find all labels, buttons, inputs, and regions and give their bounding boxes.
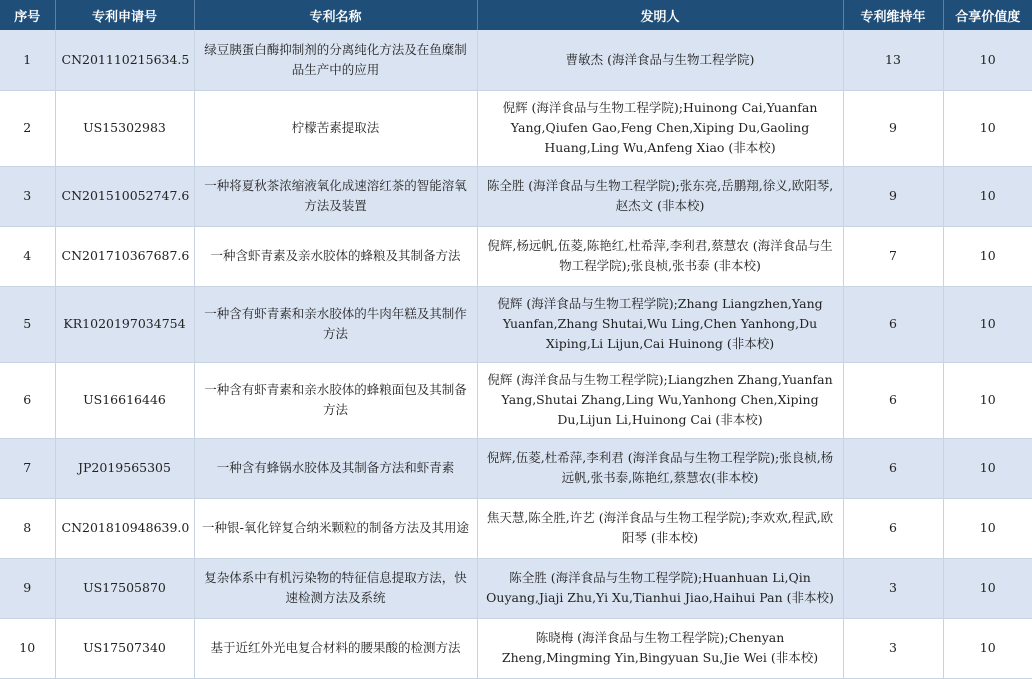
table-row [0, 90, 1032, 166]
application-number: CN201810948639.0 [55, 498, 194, 558]
maintenance-years: 6 [843, 438, 943, 498]
patent-name: 一种含有虾青素和亲水胶体的蜂粮面包及其制备方法 [194, 362, 477, 438]
patent-name: 一种含有蜂锅水胶体及其制备方法和虾青素 [194, 438, 477, 498]
application-number: US17505870 [55, 558, 194, 618]
patent-name: 一种含有虾青素和亲水胶体的牛肉年糕及其制作方法 [194, 286, 477, 362]
maintenance-years: 3 [843, 558, 943, 618]
maintenance-years: 9 [843, 166, 943, 226]
value-score: 10 [943, 618, 1032, 678]
maintenance-years: 13 [843, 30, 943, 90]
maintenance-years: 6 [843, 498, 943, 558]
application-number: KR1020197034754 [55, 286, 194, 362]
value-score: 10 [943, 286, 1032, 362]
patent-name: 一种含虾青素及亲水胶体的蜂粮及其制备方法 [194, 226, 477, 286]
inventors: 倪辉 (海洋食品与生物工程学院);Huinong Cai,Yuanfan Yang,Qiufen Gao,Feng Chen,Xiping Du,Gaoling Huang,Ling Wu,Anfeng Xiao (非本校) [477, 90, 843, 166]
value-score: 10 [943, 90, 1032, 166]
patent-name: 一种将夏秋茶浓缩液氧化成速溶红茶的智能溶氧方法及装置 [194, 166, 477, 226]
application-number: US17507340 [55, 618, 194, 678]
patent-name: 一种银-氧化锌复合纳米颗粒的制备方法及其用途 [194, 498, 477, 558]
row-number: 5 [0, 286, 55, 362]
application-number: CN201710367687.6 [55, 226, 194, 286]
column-header: 序号 [0, 0, 55, 30]
table-row [0, 30, 1032, 90]
row-number: 2 [0, 90, 55, 166]
column-header: 专利申请号 [55, 0, 194, 30]
value-score: 10 [943, 166, 1032, 226]
inventors: 倪辉 (海洋食品与生物工程学院);Liangzhen Zhang,Yuanfan Yang,Shutai Zhang,Ling Wu,Yanhong Chen,Xiping Du,Lijun Li,Huinong Cai (非本校) [477, 362, 843, 438]
table-row [0, 438, 1032, 498]
table-row [0, 286, 1032, 362]
table-row [0, 362, 1032, 438]
value-score: 10 [943, 362, 1032, 438]
patent-name: 复杂体系中有机污染物的特征信息提取方法，快速检测方法及系统 [194, 558, 477, 618]
application-number: CN201510052747.6 [55, 166, 194, 226]
application-number: JP2019565305 [55, 438, 194, 498]
inventors: 倪辉 (海洋食品与生物工程学院);Zhang Liangzhen,Yang Yuanfan,Zhang Shutai,Wu Ling,Chen Yanhong,Du Xiping,Li Lijun,Cai Huinong (非本校) [477, 286, 843, 362]
inventors: 陈晓梅 (海洋食品与生物工程学院);Chenyan Zheng,Mingming Yin,Bingyuan Su,Jie Wei (非本校) [477, 618, 843, 678]
inventors: 倪辉,伍菱,杜希萍,李利君 (海洋食品与生物工程学院);张良桢,杨远帆,张书泰,陈艳红,蔡慧农(非本校) [477, 438, 843, 498]
value-score: 10 [943, 226, 1032, 286]
table-row [0, 558, 1032, 618]
application-number: US15302983 [55, 90, 194, 166]
maintenance-years: 6 [843, 362, 943, 438]
row-number: 8 [0, 498, 55, 558]
column-header: 专利名称 [194, 0, 477, 30]
patent-name: 基于近红外光电复合材料的腰果酸的检测方法 [194, 618, 477, 678]
application-number: US16616446 [55, 362, 194, 438]
table-row [0, 226, 1032, 286]
maintenance-years: 7 [843, 226, 943, 286]
header-row [0, 0, 1032, 30]
maintenance-years: 3 [843, 618, 943, 678]
inventors: 陈全胜 (海洋食品与生物工程学院);Huanhuan Li,Qin Ouyang,Jiaji Zhu,Yi Xu,Tianhui Jiao,Haihui Pan (非本校) [477, 558, 843, 618]
inventors: 曹敏杰 (海洋食品与生物工程学院) [477, 30, 843, 90]
row-number: 7 [0, 438, 55, 498]
inventors: 倪辉,杨远帆,伍菱,陈艳红,杜希萍,李利君,蔡慧农 (海洋食品与生物工程学院);张良桢,张书泰 (非本校) [477, 226, 843, 286]
table-row [0, 166, 1032, 226]
maintenance-years: 9 [843, 90, 943, 166]
patent-name: 柠檬苦素提取法 [194, 90, 477, 166]
application-number: CN201110215634.5 [55, 30, 194, 90]
table-body [0, 30, 1032, 678]
patent-name: 绿豆胰蛋白酶抑制剂的分离纯化方法及在鱼糜制品生产中的应用 [194, 30, 477, 90]
row-number: 9 [0, 558, 55, 618]
inventors: 焦天慧,陈全胜,许艺 (海洋食品与生物工程学院);李欢欢,程武,欧阳琴 (非本校) [477, 498, 843, 558]
column-header: 合享价值度 [943, 0, 1032, 30]
column-header: 专利维持年 [843, 0, 943, 30]
value-score: 10 [943, 30, 1032, 90]
table-row [0, 618, 1032, 678]
column-header: 发明人 [477, 0, 843, 30]
table-row [0, 498, 1032, 558]
row-number: 4 [0, 226, 55, 286]
value-score: 10 [943, 558, 1032, 618]
value-score: 10 [943, 498, 1032, 558]
value-score: 10 [943, 438, 1032, 498]
row-number: 10 [0, 618, 55, 678]
row-number: 6 [0, 362, 55, 438]
inventors: 陈全胜 (海洋食品与生物工程学院);张东亮,岳鹏翔,徐义,欧阳琴,赵杰文 (非本校) [477, 166, 843, 226]
maintenance-years: 6 [843, 286, 943, 362]
row-number: 3 [0, 166, 55, 226]
row-number: 1 [0, 30, 55, 90]
